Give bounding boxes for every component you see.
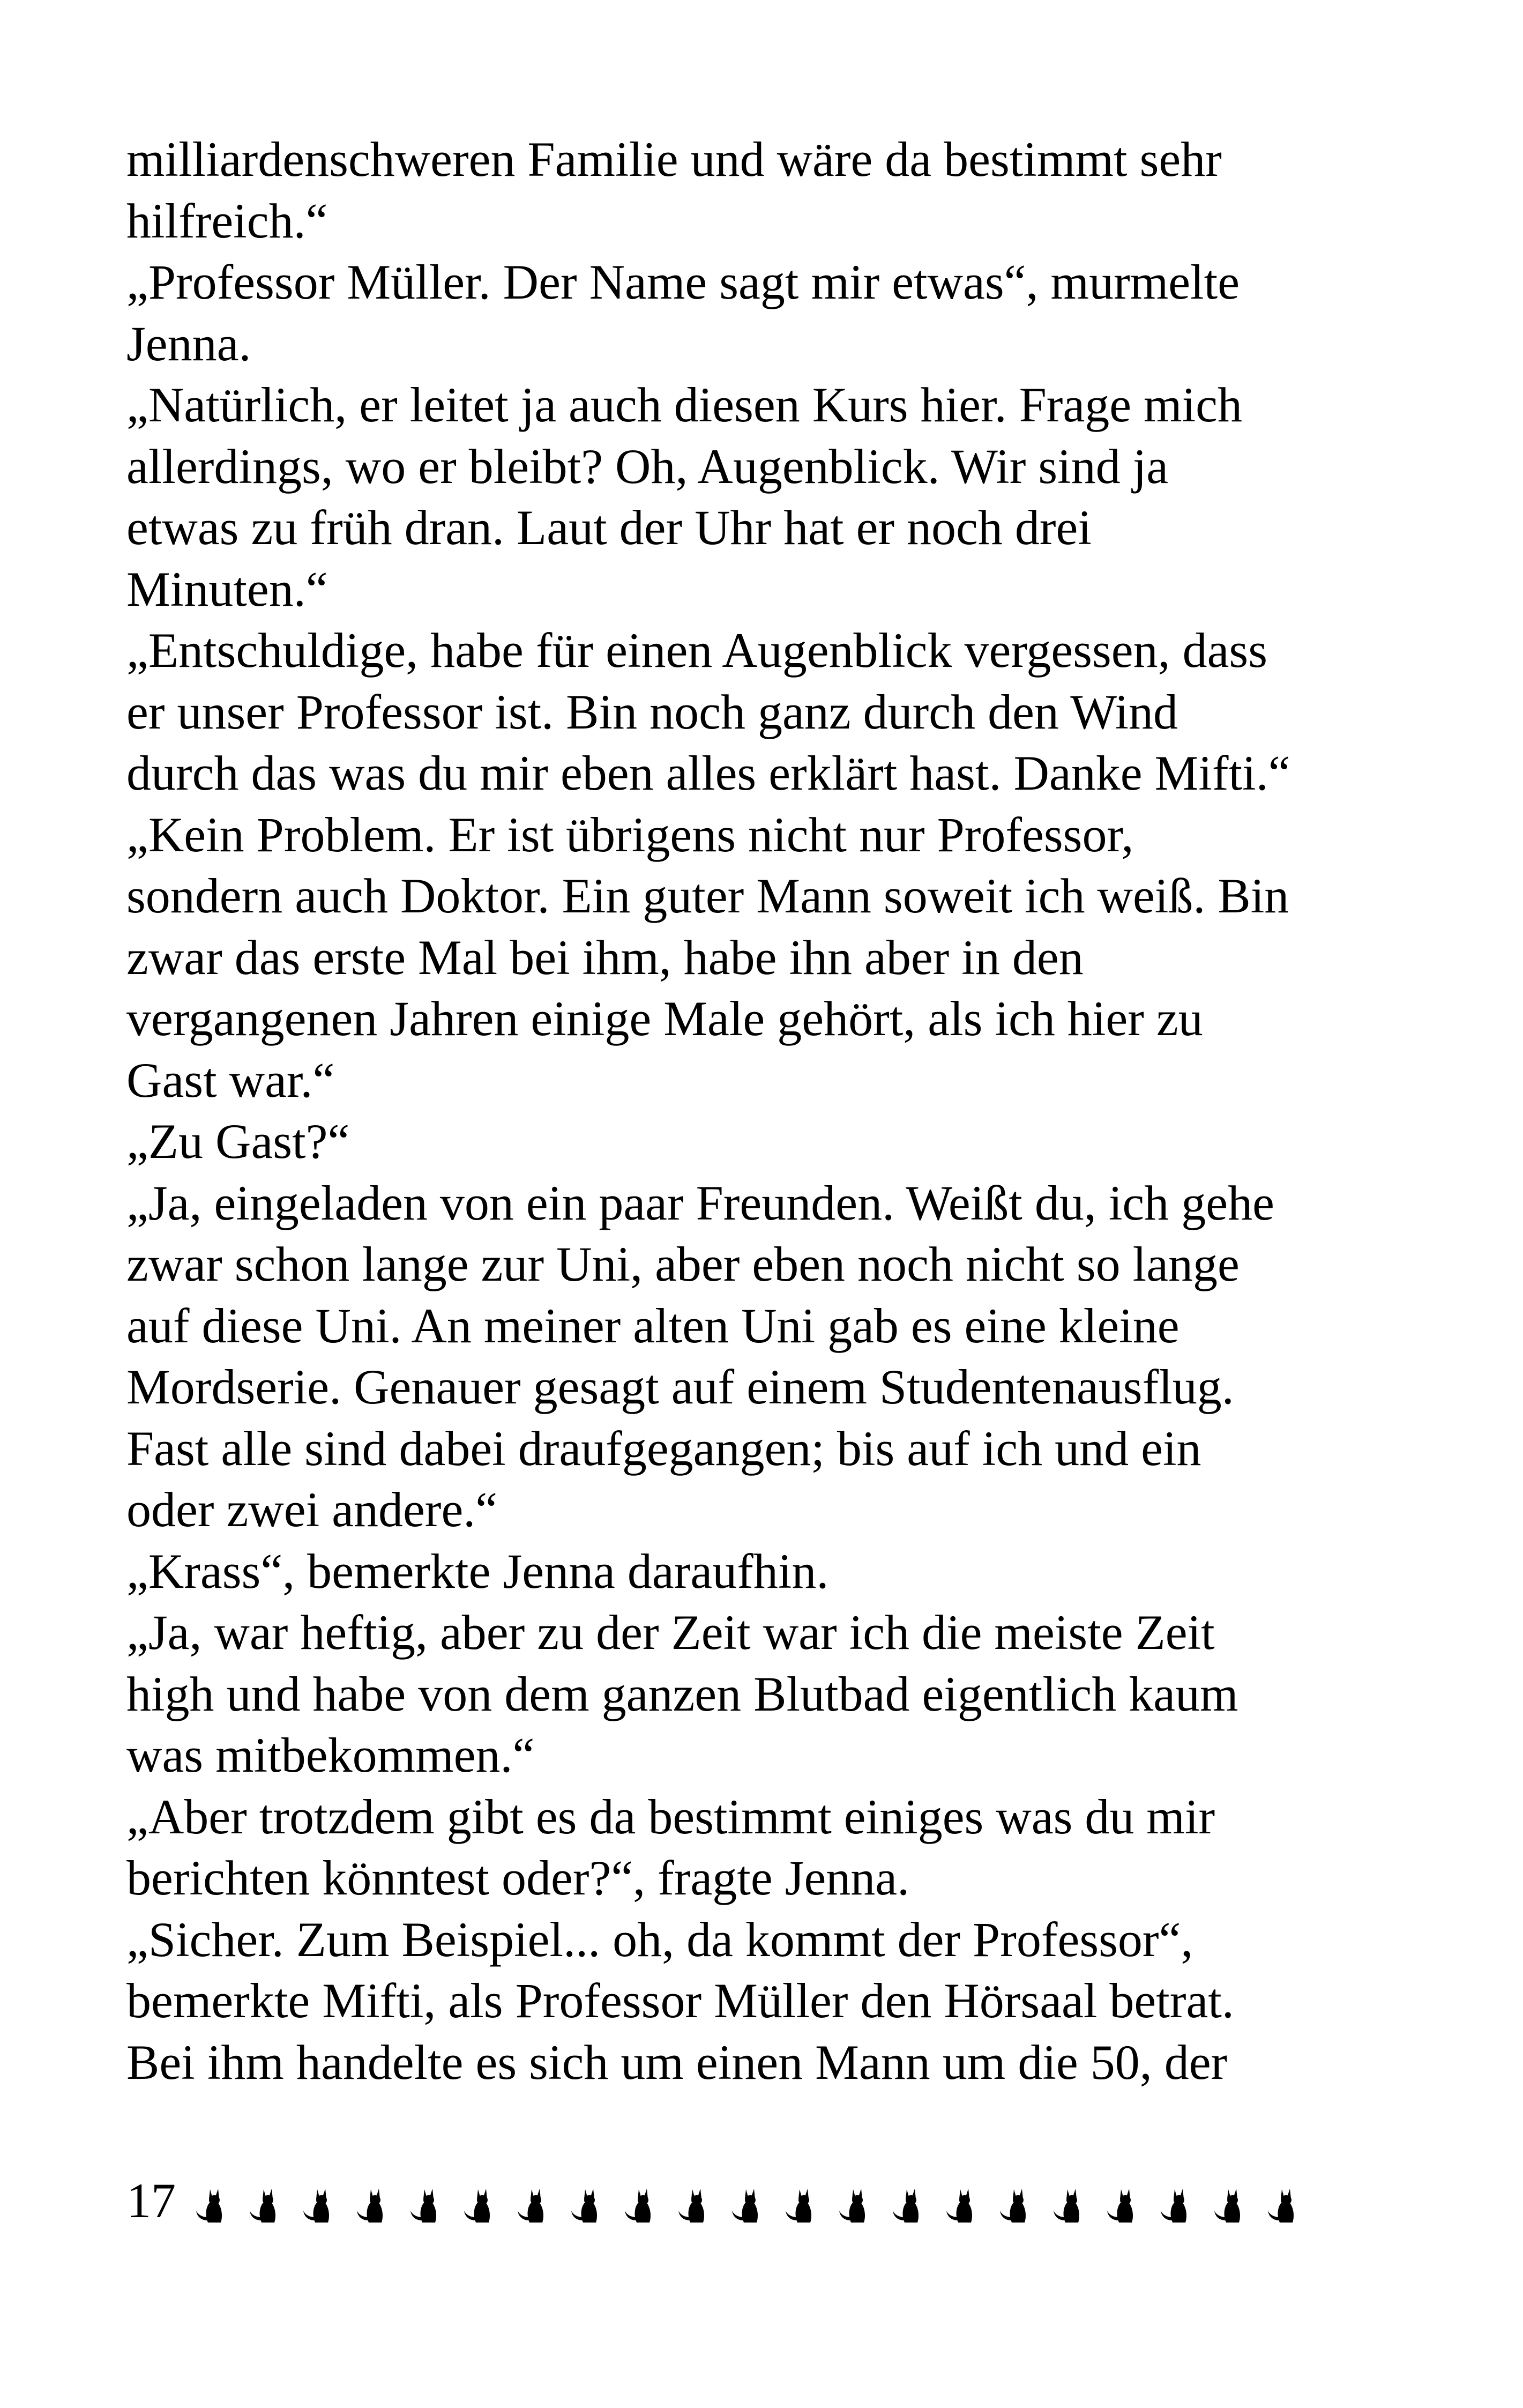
text-line: berichten könntest oder?“, fragte Jenna. (126, 1850, 910, 1905)
black-cat-icon (462, 2187, 495, 2225)
black-cat-icon (730, 2187, 763, 2225)
page-number: 17 (126, 2173, 176, 2228)
text-line: was mitbekommen.“ (126, 1728, 535, 1782)
text-line: Bei ihm handelte es sich um einen Mann um die 50, der (126, 2034, 1228, 2090)
text-line: „Ja, war heftig, aber zu der Zeit war ich die meiste Zeit (126, 1605, 1215, 1660)
text-line: zwar schon lange zur Uni, aber eben noch nicht so lange (126, 1237, 1240, 1291)
black-cat-icon (891, 2187, 924, 2225)
black-cat-icon (355, 2187, 388, 2225)
text-line: high und habe von dem ganzen Blutbad eigentlich kaum (126, 1666, 1238, 1721)
text-line: Gast war.“ (126, 1052, 335, 1108)
text-line: „Zu Gast?“ (126, 1114, 350, 1169)
text-line: Minuten.“ (126, 561, 328, 616)
text-line: etwas zu früh dran. Laut der Uhr hat er noch drei (126, 500, 1092, 555)
black-cat-icon (248, 2187, 281, 2225)
black-cat-icon (1266, 2187, 1299, 2225)
cat-ornament-row (194, 2176, 1299, 2225)
text-line: „Aber trotzdem gibt es da bestimmt einiges was du mir (126, 1789, 1215, 1844)
text-line: bemerkte Mifti, als Professor Müller den Hörsaal betrat. (126, 1973, 1234, 2028)
text-line: oder zwei andere.“ (126, 1482, 498, 1537)
text-line: zwar das erste Mal bei ihm, habe ihn aber in den (126, 930, 1084, 985)
text-line: durch das was du mir eben alles erklärt hast. Danke Mifti.“ (126, 746, 1290, 800)
text-line: vergangenen Jahren einige Male gehört, als ich hier zu (126, 991, 1203, 1046)
text-line: „Krass“, bemerkte Jenna daraufhin. (126, 1543, 829, 1599)
text-line: sondern auch Doktor. Ein guter Mann soweit ich weiß. Bin (126, 868, 1289, 923)
black-cat-icon (569, 2187, 602, 2225)
black-cat-icon (676, 2187, 710, 2225)
text-line: „Sicher. Zum Beispiel... oh, da kommt der Professor“, (126, 1912, 1193, 1967)
text-line: hilfreich.“ (126, 193, 328, 248)
black-cat-icon (998, 2187, 1031, 2225)
black-cat-icon (1105, 2187, 1138, 2225)
body-text (126, 129, 1434, 2093)
text-line: auf diese Uni. An meiner alten Uni gab es eine kleine (126, 1298, 1179, 1353)
text-line: Mordserie. Genauer gesagt auf einem Studentenausflug. (126, 1359, 1234, 1414)
black-cat-icon (408, 2187, 442, 2225)
black-cat-icon (301, 2187, 334, 2225)
black-cat-icon (194, 2187, 227, 2225)
black-cat-icon (837, 2187, 870, 2225)
black-cat-icon (1051, 2187, 1085, 2225)
black-cat-icon (623, 2187, 656, 2225)
text-line: „Ja, eingeladen von ein paar Freunden. Weißt du, ich gehe (126, 1175, 1274, 1230)
text-line: Fast alle sind dabei draufgegangen; bis auf ich und ein (126, 1421, 1201, 1476)
text-line: allerdings, wo er bleibt? Oh, Augenblick. Wir sind ja (126, 439, 1169, 494)
text-line: „Kein Problem. Er ist übrigens nicht nur Professor, (126, 807, 1134, 862)
text-line: „Entschuldige, habe für einen Augenblick vergessen, dass (126, 623, 1268, 678)
text-line: „Natürlich, er leitet ja auch diesen Kurs hier. Frage mich (126, 377, 1242, 432)
black-cat-icon (944, 2187, 977, 2225)
page-footer (126, 2168, 1299, 2233)
black-cat-icon (516, 2187, 549, 2225)
black-cat-icon (1212, 2187, 1245, 2225)
text-line: „Professor Müller. Der Name sagt mir etwas“, murmelte (126, 255, 1240, 309)
black-cat-icon (783, 2187, 817, 2225)
black-cat-icon (1159, 2187, 1192, 2225)
text-line: milliardenschweren Familie und wäre da bestimmt sehr (126, 132, 1222, 187)
text-line: er unser Professor ist. Bin noch ganz durch den Wind (126, 684, 1178, 739)
text-line: Jenna. (126, 316, 251, 371)
